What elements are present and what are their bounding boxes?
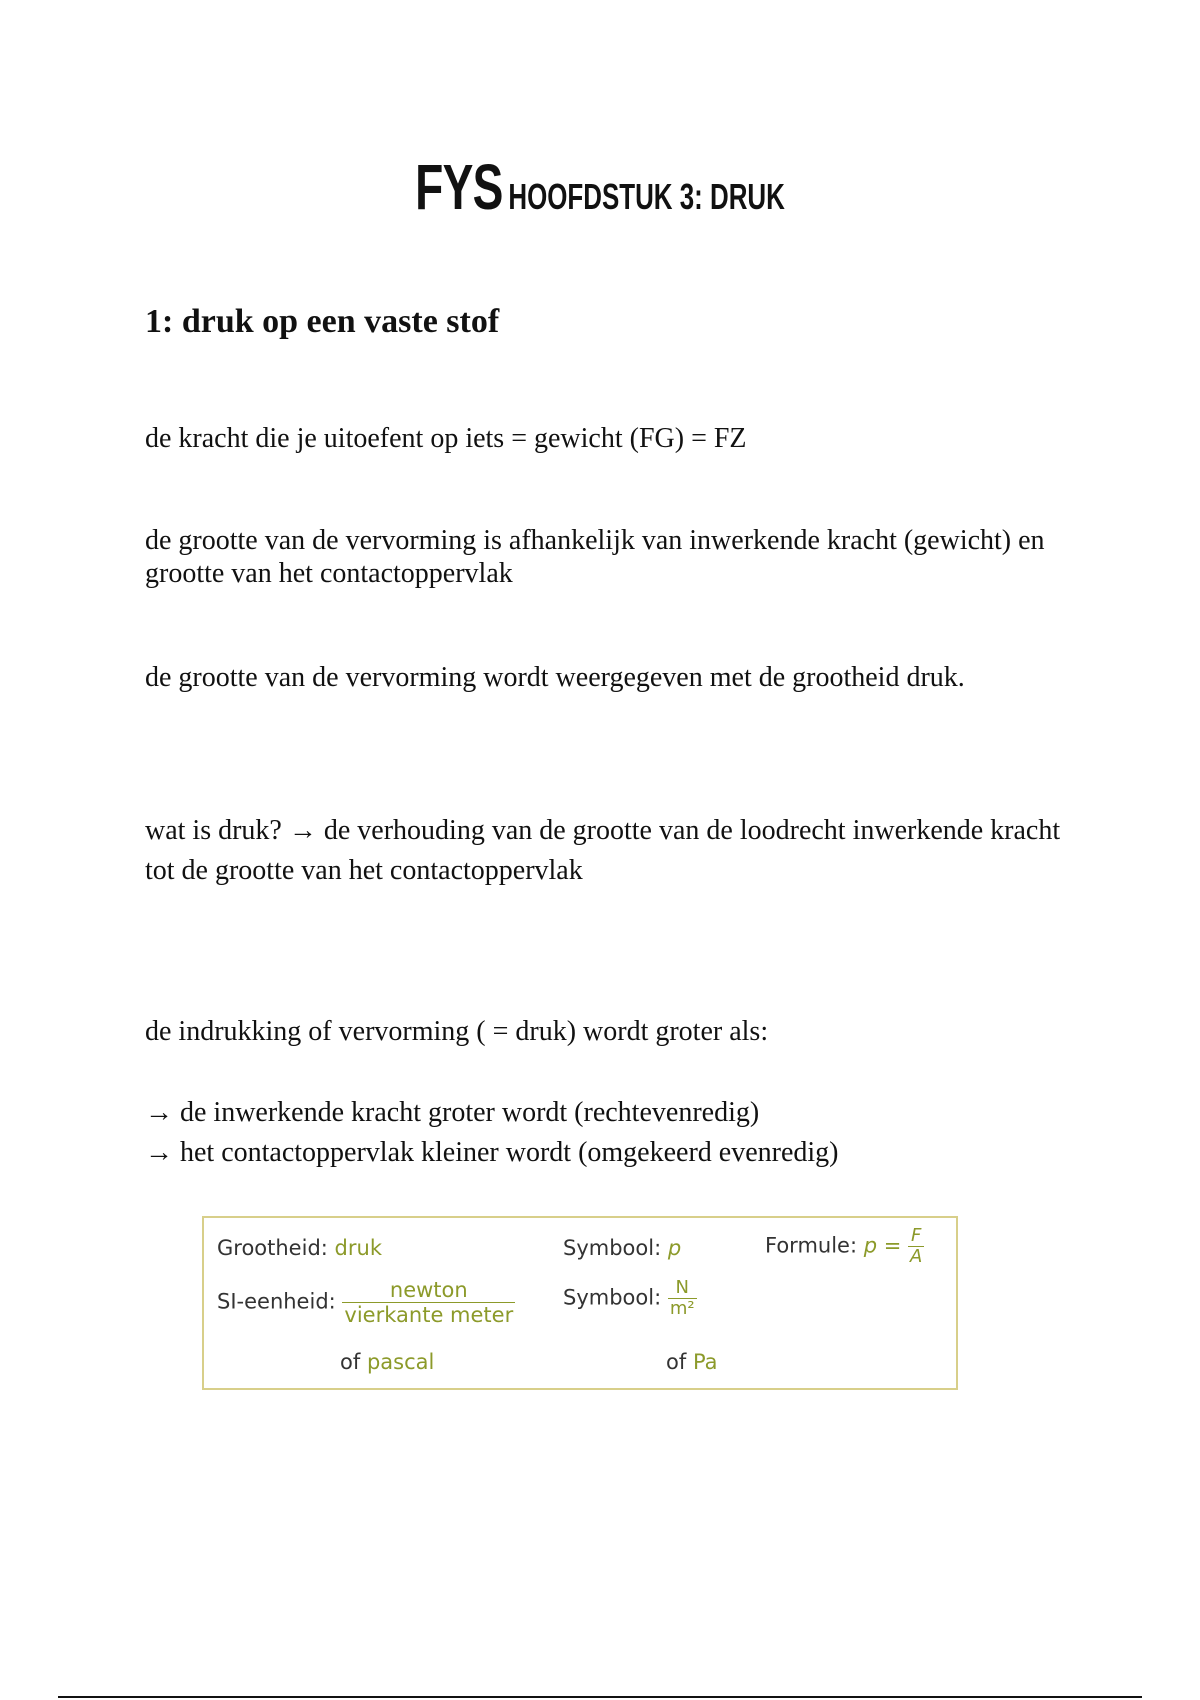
formula-denominator: A [910,1246,923,1267]
si-unit-row [217,1278,515,1327]
paragraph-deformation: de grootte van de vervorming is afhankelijk van inwerkende kracht (gewicht) en grootte van het contactoppervlak [145,525,1045,589]
symbol-row [563,1236,681,1260]
unit-symbol-label: Symbool: [563,1285,662,1310]
list-item: → het contactoppervlak kleiner wordt (omgekeerd evenredig) [145,1137,839,1168]
page-title [168,150,1032,224]
quantity-label: Grootheid: [217,1236,328,1260]
formula-row [765,1226,924,1267]
formula-label: Formule: [765,1233,858,1258]
title-chapter: HOOFDSTUK 3: DRUK [508,176,785,217]
alt-symbol-value: Pa [692,1350,718,1374]
unit-symbol-numerator: N [668,1278,697,1299]
alt-unit-row [340,1350,434,1374]
formula-fraction [908,1226,924,1267]
unit-symbol-row [563,1278,697,1319]
alt-unit-value: pascal [366,1350,435,1374]
si-unit-label: SI-eenheid: [217,1289,336,1314]
unit-symbol-denominator: m² [669,1298,695,1319]
formula-lhs: p = [863,1233,902,1258]
symbol-value: p [667,1236,682,1260]
formula-infobox [202,1216,958,1390]
list-item: → de inwerkende kracht groter wordt (rechtevenredig) [145,1097,760,1128]
paragraph-increase: de indrukking of vervorming ( = druk) wordt groter als: [145,1016,769,1047]
paragraph-force: de kracht die je uitoefent op iets = gewicht (FG) = FZ [145,423,747,454]
title-subject: FYS [415,151,503,223]
section-heading: 1: druk op een vaste stof [145,303,500,340]
si-unit-denominator: vierkante meter [344,1303,514,1327]
unit-symbol-fraction [668,1278,697,1319]
si-unit-fraction [342,1278,515,1327]
symbol-label: Symbool: [563,1236,662,1260]
si-unit-numerator: newton [342,1278,515,1303]
quantity-row [217,1236,382,1260]
alt-symbol-of: of [666,1350,687,1374]
quantity-value: druk [334,1236,382,1260]
alt-symbol-row [666,1350,718,1374]
formula-numerator: F [908,1226,924,1247]
alt-unit-of: of [340,1350,361,1374]
bottom-divider [58,1696,1142,1698]
paragraph-pressure-quantity: de grootte van de vervorming wordt weergegeven met de grootheid druk. [145,662,965,693]
paragraph-definition: wat is druk? → de verhouding van de grootte van de loodrecht inwerkende kracht tot de grootte van het contactoppervlak [145,815,1061,886]
condition-list [145,1093,839,1173]
